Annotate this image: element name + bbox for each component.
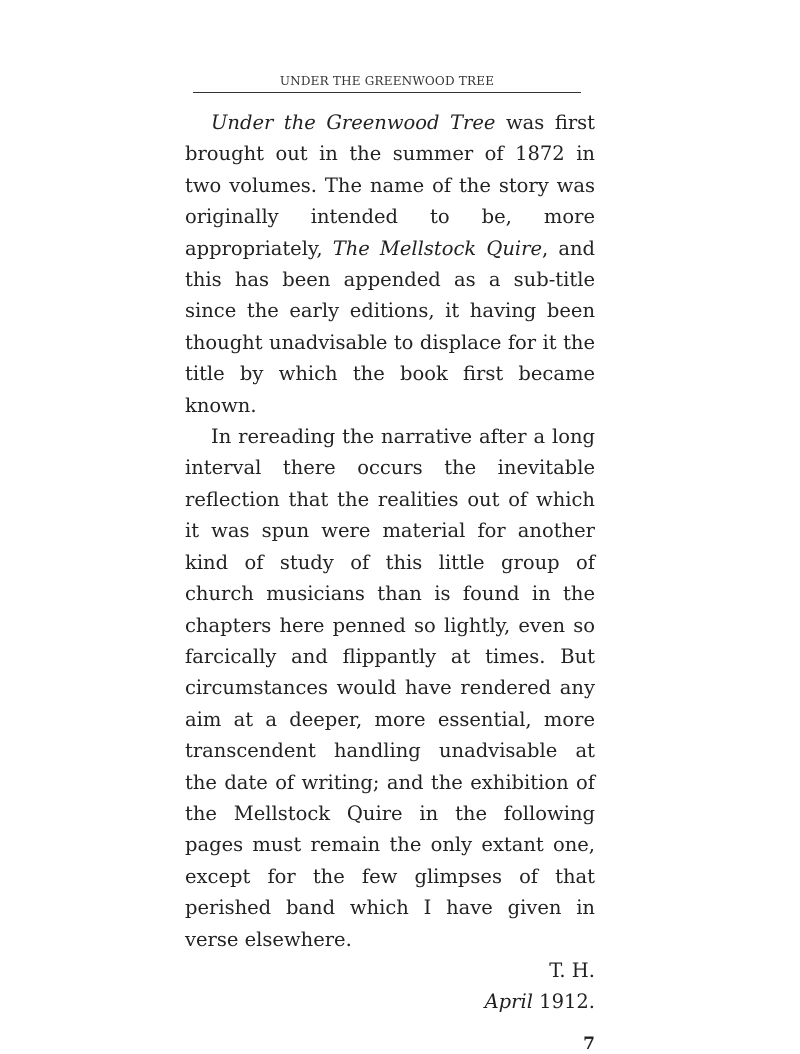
paragraph-1-text-a: was first brought out in the summer of 1872 in two volumes. The name of the story was originally intended to be, more appropriately, <box>185 111 595 260</box>
page-number: 7 <box>583 1033 595 1054</box>
date-month: April <box>484 990 533 1014</box>
paragraph-1-text-b: , and this has been appended as a sub-title since the early editions, it having been thought unadvisable to displace for it the title by which the book first became known. <box>185 236 595 417</box>
book-title-italic: Under the Greenwood Tree <box>211 111 496 134</box>
preface-text <box>185 107 595 955</box>
paragraph-1 <box>185 107 595 421</box>
author-initials: T. H. <box>549 958 595 982</box>
date-year: 1912. <box>532 990 595 1014</box>
book-page <box>185 74 595 1054</box>
paragraph-2: In rereading the narrative after a long interval there occurs the inevitable reflection that the realities out of which it was spun were material for another kind of study of this little group of church musicians than is found in the chapters here penned so lightly, even so farcically and flippantly at times. But circumstances would have rendered any aim at a deeper, more essential, more transcendent handling unadvisable at the date of writing; and the exhibition of the Mellstock Quire in the following pages must remain the only extant one, except for the few glimpses of that perished band which I have given in verse elsewhere. <box>185 425 595 951</box>
running-head: UNDER THE GREENWOOD TREE <box>193 74 581 93</box>
alt-title-italic: The Mellstock Quire <box>332 236 542 260</box>
date-line <box>185 986 595 1017</box>
